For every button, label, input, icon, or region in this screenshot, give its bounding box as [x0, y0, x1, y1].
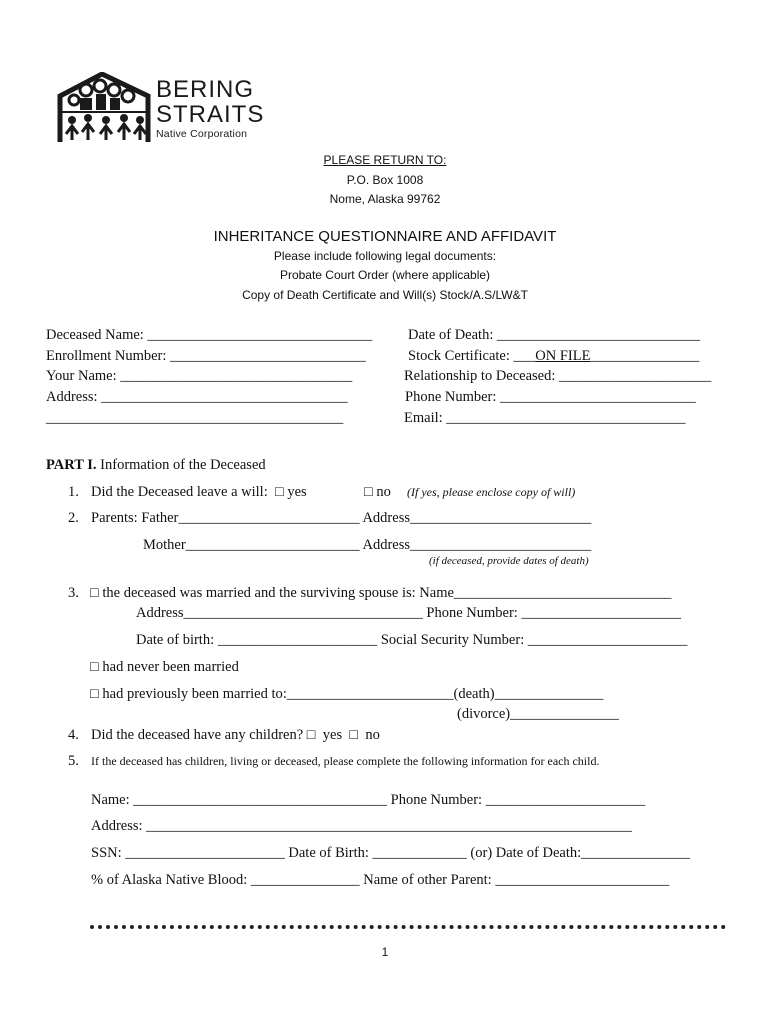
- child-ssn-field[interactable]: SSN: ______________________ Date of Birth: _____________ (or) Date of Death:_______________: [91, 845, 690, 861]
- q4-number: 4.: [68, 727, 79, 743]
- q4-children-question[interactable]: Did the deceased have any children? □ yes □ no: [91, 727, 380, 743]
- q3-divorce-field[interactable]: (divorce)_______________: [457, 706, 619, 722]
- q2-mother-field[interactable]: Mother________________________ Address_________________________: [143, 537, 592, 553]
- q2-father-field[interactable]: Parents: Father_________________________ Address_________________________: [91, 510, 592, 526]
- q3-never-married-checkbox[interactable]: □ had never been married: [90, 659, 239, 675]
- q1-number: 1.: [68, 484, 79, 500]
- house-family-icon: [56, 72, 152, 144]
- q5-instruction: If the deceased has children, living or deceased, please complete the following information for each child.: [91, 754, 600, 768]
- address-field[interactable]: Address: __________________________________: [46, 389, 348, 405]
- part1-heading: [46, 457, 266, 474]
- return-city: Nome, Alaska 99762: [329, 192, 441, 206]
- deceased-name-field[interactable]: Deceased Name: _______________________________: [46, 327, 373, 343]
- q2-note: (if deceased, provide dates of death): [429, 555, 589, 567]
- stock-certificate-label: Stock Certificate: ___: [408, 348, 536, 364]
- q5-number: 5.: [68, 753, 79, 769]
- q1-no-checkbox[interactable]: □ no: [364, 484, 391, 500]
- q3-spouse-dob-field[interactable]: Date of birth: ______________________ Social Security Number: ______________________: [136, 632, 688, 648]
- enrollment-number-field[interactable]: Enrollment Number: ___________________________: [46, 348, 366, 364]
- logo-text-native-corporation: Native Corporation: [156, 128, 248, 140]
- page-title: INHERITANCE QUESTIONNAIRE AND AFFIDAVIT: [213, 228, 557, 245]
- docs-item-probate: Probate Court Order (where applicable): [279, 268, 491, 282]
- child-name-field[interactable]: Name: ___________________________________ Phone Number: ______________________: [91, 792, 646, 808]
- return-label: PLEASE RETURN TO:: [323, 153, 447, 167]
- dotted-separator: [90, 925, 726, 934]
- logo-text-bering: BERING: [156, 76, 255, 103]
- q3-number: 3.: [68, 585, 79, 601]
- logo-text-straits: STRAITS: [156, 101, 265, 128]
- q1-note: (If yes, please enclose copy of will): [407, 485, 576, 499]
- child-address-field[interactable]: Address: ___________________________________________________________________: [91, 818, 632, 834]
- q2-number: 2.: [68, 510, 79, 526]
- q3-previously-married-checkbox[interactable]: □ had previously been married to:_______________________(death)_______________: [90, 686, 604, 702]
- child-blood-field[interactable]: % of Alaska Native Blood: _______________ Name of other Parent: ________________________: [91, 872, 670, 888]
- page-number: 1: [381, 945, 389, 959]
- bering-straits-logo: [56, 72, 266, 144]
- part1-title: Information of the Deceased: [96, 457, 266, 473]
- date-of-death-field[interactable]: Date of Death: ____________________________: [408, 327, 700, 343]
- q3-married-checkbox[interactable]: □ the deceased was married and the surviving spouse is: Name______________________________: [90, 585, 672, 601]
- part1-label: PART I.: [46, 457, 97, 473]
- stock-certificate-line: _______________: [590, 348, 700, 364]
- phone-number-field[interactable]: Phone Number: ___________________________: [405, 389, 696, 405]
- your-name-field[interactable]: Your Name: ________________________________: [46, 368, 353, 384]
- q1-will-question[interactable]: Did the Deceased leave a will: □ yes: [91, 484, 307, 500]
- docs-intro: Please include following legal documents:: [273, 249, 497, 263]
- q3-spouse-address-field[interactable]: Address_________________________________ Phone Number: ______________________: [136, 605, 681, 621]
- stock-certificate-field[interactable]: [408, 348, 699, 365]
- docs-item-death-certificate: Copy of Death Certificate and Will(s) Stock/A.S/LW&T: [242, 288, 528, 302]
- return-po-box: P.O. Box 1008: [346, 173, 424, 187]
- address-line2-field[interactable]: _________________________________________: [46, 410, 344, 426]
- stock-certificate-value: ON FILE: [535, 348, 591, 364]
- email-field[interactable]: Email: _________________________________: [404, 410, 686, 426]
- relationship-field[interactable]: Relationship to Deceased: _____________________: [404, 368, 712, 384]
